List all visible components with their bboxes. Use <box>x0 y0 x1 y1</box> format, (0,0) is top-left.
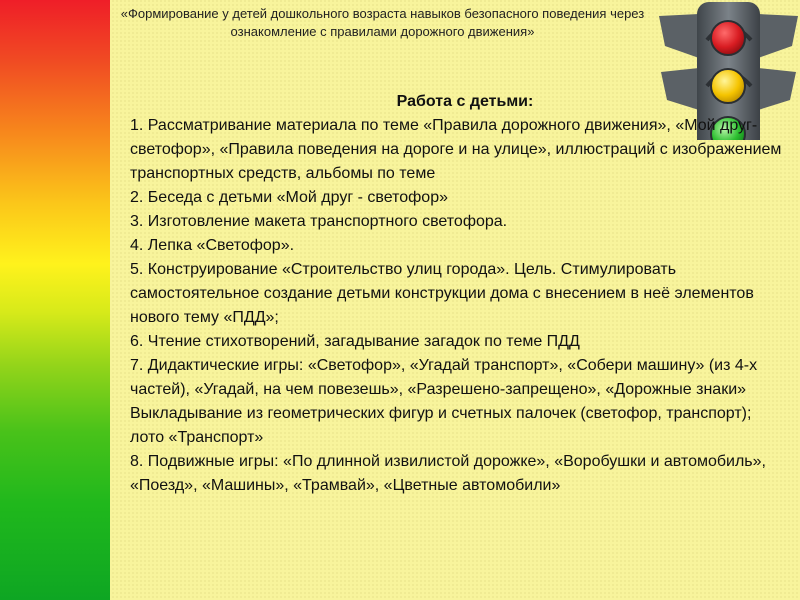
list-item: 3. Изготовление макета транспортного светофора. <box>130 213 508 230</box>
slide-header <box>110 5 655 41</box>
traffic-color-stripe <box>0 0 110 600</box>
list-item: 7. Дидактические игры: «Светофор», «Угадай транспорт», «Собери машину» (из 4-х частей), «Угадай, на чем повезешь», «Разрешено-запрещено», «Дорожные знаки» Выкладывание из геометрических фигур и счетных палочек (светофор, транспорт); лото «Транспорт» <box>130 357 758 446</box>
header-line-1: «Формирование у детей дошкольного возраста навыков безопасного поведения через <box>120 6 645 21</box>
content-title: Работа с детьми: <box>396 93 534 110</box>
list-item: 6. Чтение стихотворений, загадывание загадок по теме ПДД <box>130 333 580 350</box>
list-item: 1. Рассматривание материала по теме «Правила дорожного движения», «Мой друг-светофор», «Правила поведения на дороге и на улице», иллюстраций с изображением транспортных средств, альбомы по теме <box>130 117 782 182</box>
content-block <box>130 90 782 498</box>
header-line-2: ознакомление с правилами дорожного движения» <box>230 24 535 39</box>
list-item: 4. Лепка «Светофор». <box>130 237 295 254</box>
list-item: 2. Беседа с детьми «Мой друг - светофор» <box>130 189 448 206</box>
list-item: 8. Подвижные игры: «По длинной извилистой дорожке», «Воробушки и автомобиль», «Поезд», «Машины», «Трамвай», «Цветные автомобили» <box>130 453 766 494</box>
list-item: 5. Конструирование «Строительство улиц города». Цель. Стимулировать самостоятельное создание детьми конструкции дома с внесением в неё элементов нового тему «ПДД»; <box>130 261 754 326</box>
